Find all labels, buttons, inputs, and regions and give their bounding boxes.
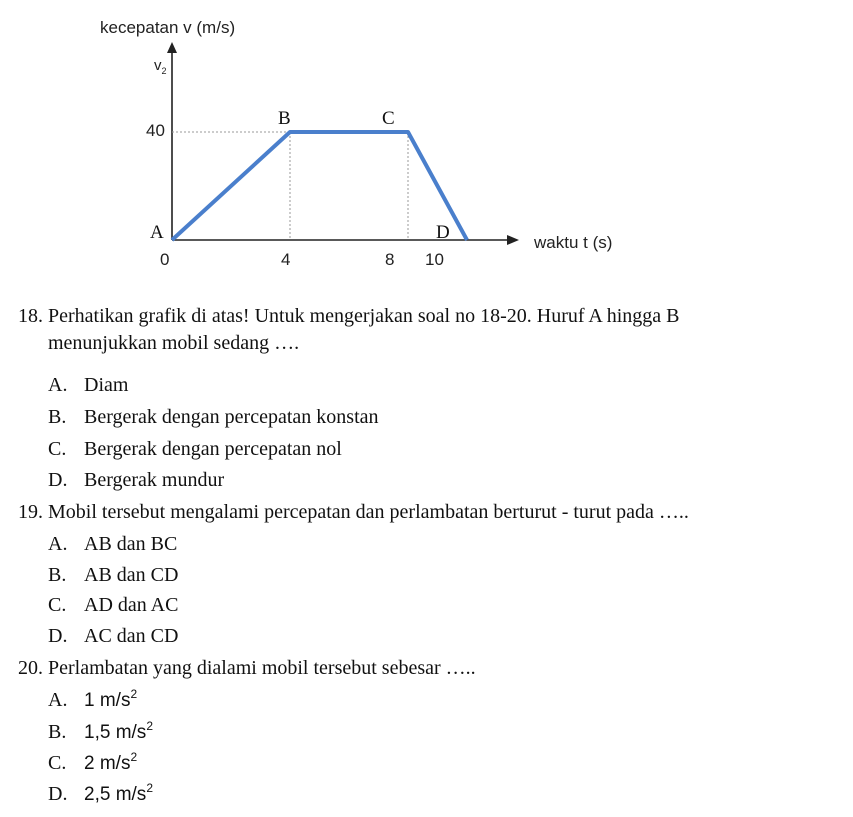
- question-19: [18, 500, 689, 524]
- point-label-c: C: [382, 108, 395, 129]
- q18-option-c[interactable]: [48, 437, 342, 461]
- q19-option-c-letter: C.: [48, 594, 67, 616]
- question-19-text: Mobil tersebut mengalami percepatan dan perlambatan berturut - turut pada …..: [48, 501, 689, 523]
- q20-option-a[interactable]: [48, 688, 137, 713]
- y-axis-label: kecepatan v (m/s): [100, 18, 236, 37]
- q18-option-b-letter: B.: [48, 406, 67, 428]
- q18-option-c-letter: C.: [48, 438, 67, 460]
- question-18-text-cont: menunjukkan mobil sedang ….: [48, 332, 300, 354]
- question-20-text: Perlambatan yang dialami mobil tersebut sebesar …..: [48, 657, 476, 679]
- point-label-a: A: [150, 222, 164, 243]
- question-18-text: Perhatikan grafik di atas! Untuk mengerjakan soal no 18-20. Huruf A hingga B: [48, 305, 680, 327]
- y-tick-label-40: 40: [146, 121, 165, 140]
- y-axis-arrowhead: [167, 42, 177, 53]
- q20-option-c[interactable]: [48, 751, 137, 776]
- q18-option-c-text: Bergerak dengan percepatan nol: [84, 438, 342, 460]
- velocity-time-graph: [0, 0, 853, 290]
- q20-option-a-number: 1: [84, 690, 95, 711]
- question-20-number: 20.: [18, 657, 43, 679]
- point-label-d: D: [436, 222, 450, 243]
- question-20: [18, 656, 476, 680]
- q19-option-b-text: AB dan CD: [84, 564, 179, 586]
- q20-option-a-letter: A.: [48, 689, 68, 711]
- q20-option-a-exp: 2: [130, 687, 138, 701]
- q19-option-d[interactable]: [48, 624, 178, 648]
- x-tick-label-0: 0: [160, 250, 170, 269]
- x-tick-label-10: 10: [425, 250, 444, 269]
- q20-option-b-exp: 2: [146, 719, 153, 733]
- q19-option-a[interactable]: [48, 532, 177, 556]
- q19-option-c-text: AD dan AC: [84, 594, 179, 616]
- q18-option-d[interactable]: [48, 468, 224, 492]
- q19-option-d-letter: D.: [48, 625, 68, 647]
- q20-option-b[interactable]: [48, 720, 153, 745]
- q20-option-d[interactable]: [48, 782, 153, 807]
- q20-option-b-number: 1,5: [84, 722, 111, 743]
- q19-option-b-letter: B.: [48, 564, 67, 586]
- q20-option-b-letter: B.: [48, 721, 67, 743]
- q20-option-c-letter: C.: [48, 752, 67, 774]
- q20-option-b-value: [84, 719, 153, 743]
- q20-option-d-value: [84, 781, 153, 805]
- point-label-b: B: [278, 108, 291, 129]
- q19-option-a-text: AB dan BC: [84, 533, 178, 555]
- q20-option-a-value: [84, 687, 138, 711]
- q20-option-d-letter: D.: [48, 783, 68, 805]
- q18-option-b[interactable]: [48, 405, 379, 429]
- q20-option-c-number: 2: [84, 753, 95, 774]
- q19-option-c[interactable]: [48, 593, 178, 617]
- series-line: [172, 132, 467, 240]
- q18-option-b-text: Bergerak dengan percepatan konstan: [84, 406, 379, 428]
- q20-option-d-unit: m/s: [115, 784, 147, 805]
- q20-option-c-value: [84, 750, 138, 774]
- q20-option-c-unit: m/s: [99, 753, 131, 774]
- question-18-number: 18.: [18, 305, 43, 327]
- q18-option-d-text: Bergerak mundur: [84, 469, 225, 491]
- q20-option-c-exp: 2: [130, 750, 138, 764]
- x-tick-label-8: 8: [385, 250, 395, 269]
- q20-option-a-unit: m/s: [99, 690, 131, 711]
- q20-option-d-exp: 2: [146, 781, 153, 795]
- q19-option-b[interactable]: [48, 563, 178, 587]
- question-18: [18, 304, 680, 328]
- x-axis-arrowhead: [507, 235, 519, 245]
- question-19-number: 19.: [18, 501, 43, 523]
- q18-option-a-letter: A.: [48, 374, 68, 396]
- y-top-label: $v_2$: [154, 57, 167, 76]
- q18-option-a[interactable]: [48, 373, 128, 397]
- q19-option-d-text: AC dan CD: [84, 625, 179, 647]
- x-tick-label-4: 4: [281, 250, 291, 269]
- q18-option-a-text: Diam: [84, 374, 129, 396]
- x-axis-label: waktu t (s): [534, 233, 613, 252]
- q20-option-b-unit: m/s: [115, 722, 147, 743]
- q19-option-a-letter: A.: [48, 533, 68, 555]
- q20-option-d-number: 2,5: [84, 784, 111, 805]
- q18-option-d-letter: D.: [48, 469, 68, 491]
